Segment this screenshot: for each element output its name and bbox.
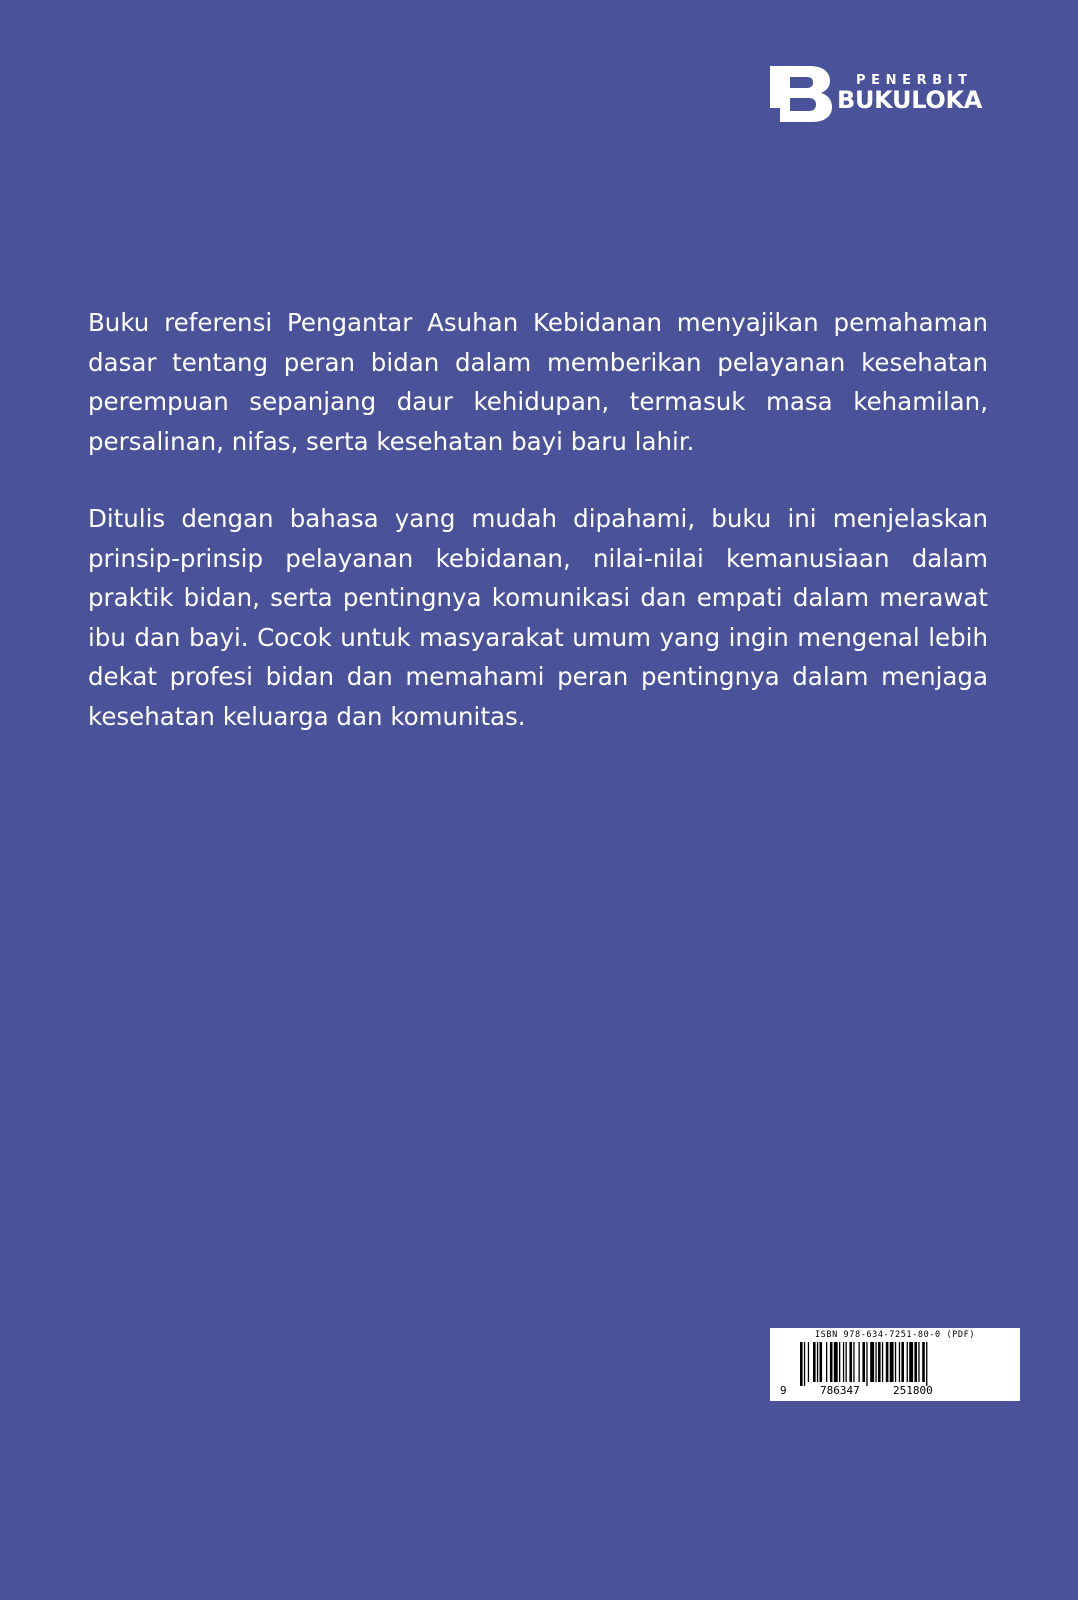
description-paragraph-2: Ditulis dengan bahasa yang mudah dipahami, buku ini menjelaskan prinsip-prinsip pelayanan kebidanan, nilai-nilai kemanusiaan dalam praktik bidan, serta pentingnya komunikasi dan empati dalam merawat ibu dan bayi. Cocok untuk masyarakat umum yang ingin mengenal lebih dekat profesi bidan dan memahami peran pentingnya dalam menjaga kesehatan keluarga dan komunitas. bbox=[88, 504, 988, 731]
barcode-bar bbox=[834, 1342, 838, 1382]
barcode-bar bbox=[914, 1342, 917, 1382]
barcode-bar bbox=[907, 1342, 908, 1382]
publisher-name: BUKULOKA bbox=[837, 86, 983, 114]
barcode-bar bbox=[866, 1342, 867, 1386]
barcode-bar bbox=[875, 1342, 876, 1382]
barcode-bar bbox=[901, 1342, 904, 1382]
barcode-bar bbox=[826, 1342, 827, 1382]
barcode-bar bbox=[882, 1342, 883, 1382]
book-description bbox=[88, 303, 988, 774]
barcode-bar bbox=[886, 1342, 889, 1382]
barcode-bar bbox=[817, 1342, 818, 1382]
barcode-bar bbox=[878, 1342, 881, 1382]
barcode-bar bbox=[813, 1342, 816, 1382]
b-letter-logo-icon bbox=[770, 66, 834, 122]
barcode-bar bbox=[918, 1342, 919, 1382]
barcode-bar bbox=[890, 1342, 894, 1382]
barcode-bar bbox=[922, 1342, 925, 1382]
publisher-prefix: PENERBIT bbox=[856, 73, 973, 88]
barcode-bar bbox=[870, 1342, 874, 1382]
barcode-bar bbox=[862, 1342, 865, 1382]
description-paragraph-1: Buku referensi Pengantar Asuhan Kebidanan menyajikan pemahaman dasar tentang peran bidan dalam memberikan pelayanan kesehatan perempuan sepanjang daur kehidupan, termasuk masa kehamilan, persalinan, nifas, serta kesehatan bayi baru lahir. bbox=[88, 308, 988, 456]
barcode-bar bbox=[846, 1342, 847, 1382]
barcode-bar bbox=[804, 1342, 805, 1386]
barcode-bar bbox=[926, 1342, 927, 1386]
barcode-bar bbox=[830, 1342, 833, 1382]
barcode-bar bbox=[839, 1342, 840, 1382]
barcode-bar bbox=[849, 1342, 852, 1382]
barcode-left-digits: 786347 bbox=[820, 1384, 860, 1397]
publisher-logo bbox=[770, 66, 988, 122]
barcode-bar bbox=[859, 1342, 860, 1382]
barcode-bar bbox=[800, 1342, 803, 1386]
barcode-bar bbox=[808, 1342, 809, 1382]
barcode-bar bbox=[853, 1342, 854, 1382]
barcode-bar bbox=[820, 1342, 823, 1382]
isbn-label: ISBN 978-634-7251-80-0 (PDF) bbox=[814, 1330, 976, 1340]
barcode-right-digits: 251800 bbox=[893, 1384, 933, 1397]
barcode-bar bbox=[899, 1342, 900, 1382]
barcode-bar bbox=[909, 1342, 913, 1382]
isbn-barcode bbox=[770, 1328, 1020, 1401]
barcode-bar bbox=[843, 1342, 844, 1382]
barcode-first-digit: 9 bbox=[780, 1384, 787, 1397]
barcode-bar bbox=[895, 1342, 896, 1382]
